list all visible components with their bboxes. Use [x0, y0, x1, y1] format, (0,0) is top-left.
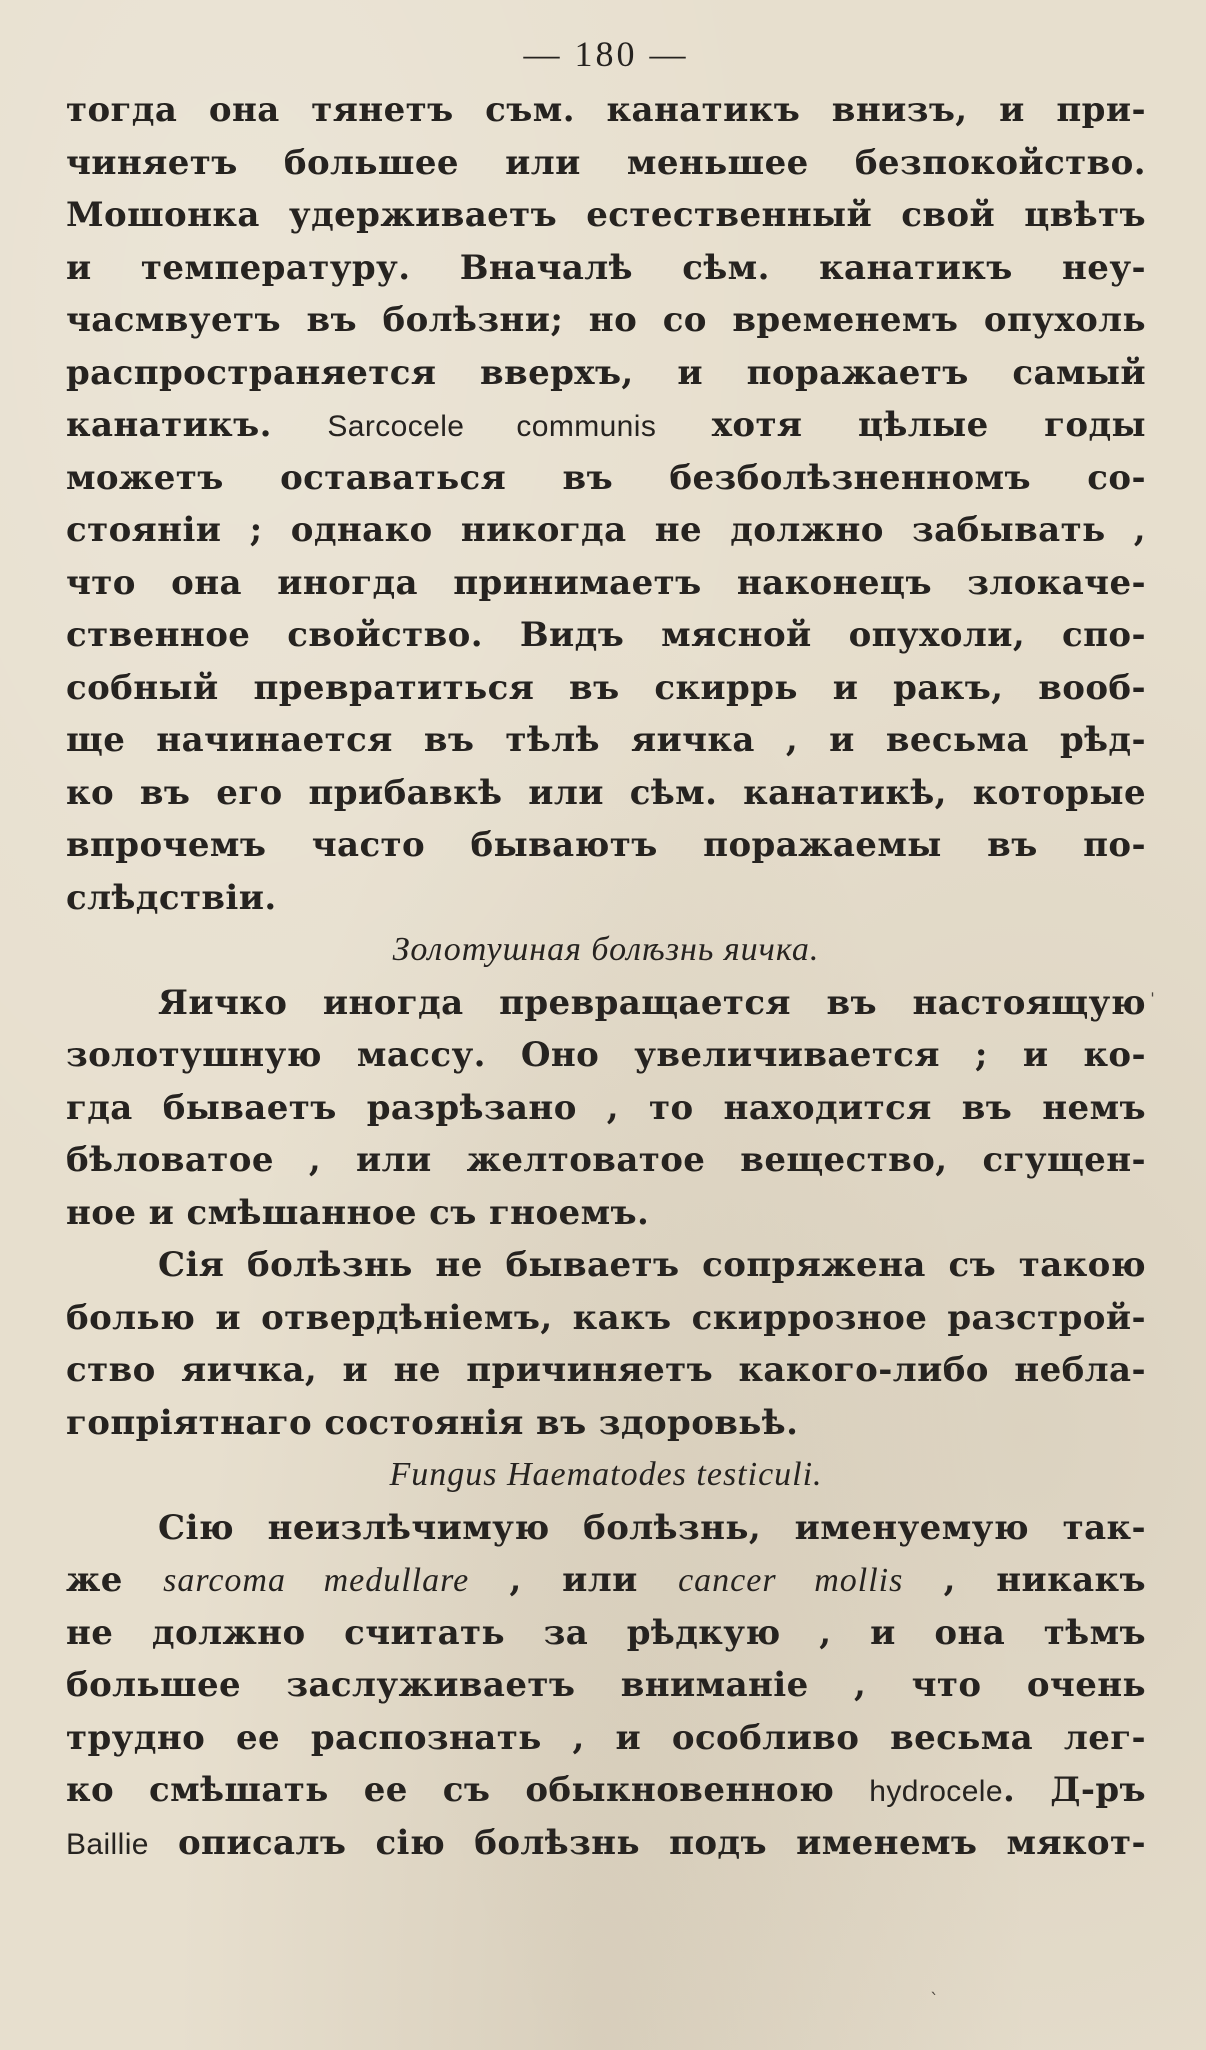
text-line: [66, 1817, 1146, 1870]
text-fragment: канатикъ.: [66, 405, 328, 445]
text-line: Мошонка удерживаетъ естественный свой цвѣтъ: [66, 195, 1146, 235]
text-line: ство яичка, и не причиняетъ какого-либо небла-: [66, 1350, 1146, 1390]
text-line: Сія болѣзнь не бываетъ сопряжена съ такою: [158, 1245, 1146, 1285]
text-line: ственное свойство. Видъ мясной опухоли, спо-: [66, 615, 1146, 655]
text-fragment: описалъ сію болѣзнь подъ именемъ мякот-: [148, 1822, 1146, 1863]
text-line: гда бываетъ разрѣзано , то находится въ немъ: [66, 1087, 1146, 1128]
text-line: большее заслуживаетъ вниманіе , что очень: [66, 1665, 1146, 1705]
text-fragment: хотя цѣлые годы: [656, 405, 1146, 445]
text-line: впрочемъ часто бываютъ поражаемы въ по-: [66, 825, 1146, 865]
text-fragment: , никакъ: [903, 1560, 1146, 1600]
section-heading-scrofulous: Золотушная болѣзнь яичка.: [392, 931, 820, 968]
text-line: не должно считать за рѣдкую , и она тѣмъ: [66, 1612, 1146, 1653]
text-line: и температуру. Вначалѣ сѣм. канатикъ неу-: [66, 247, 1146, 288]
text-line: ное и смѣшанное съ гноемъ.: [66, 1192, 650, 1233]
text-line: тогда она тянетъ съм. канатикъ внизъ, и при-: [66, 90, 1146, 130]
latin-term: cancer mollis: [678, 1562, 904, 1599]
text-line: часмвуетъ въ болѣзни; но со временемъ опухоль: [66, 300, 1146, 340]
latin-term: hydrocele: [869, 1775, 1003, 1808]
text-fragment: ко смѣшать ее съ обыкновенною: [66, 1770, 870, 1810]
text-line: бѣловатое , или желтоватое вещество, сгущен-: [66, 1140, 1146, 1180]
text-line: распространяется вверхъ, и поражаетъ самый: [66, 352, 1146, 393]
text-line: [66, 1764, 1146, 1817]
text-fragment: же: [66, 1560, 164, 1600]
text-line: золотушную массу. Оно увеличивается ; и ко-: [66, 1035, 1146, 1075]
text-line: слѣдствіи.: [66, 877, 277, 918]
text-line: Сію неизлѣчимую болѣзнь, именуемую так-: [158, 1507, 1146, 1548]
text-line: Яичко иногда превращается въ настоящую: [158, 982, 1146, 1023]
text-line: чиняетъ большее или меньшее безпокойство.: [66, 142, 1146, 183]
text-line: можетъ оставаться въ безболѣзненномъ со-: [66, 457, 1146, 498]
text-line: собный превратиться въ скиррь и ракъ, вооб-: [66, 667, 1146, 708]
text-line: ко въ его прибавкѣ или сѣм. канатикѣ, которые: [66, 772, 1146, 813]
text-line: стояніи ; однако никогда не должно забывать ,: [66, 510, 1146, 550]
paper-speck: ˋ: [930, 1990, 939, 2011]
latin-term: sarcoma medullare: [163, 1562, 470, 1599]
main-text: [66, 84, 1146, 924]
text-line: [66, 1554, 1146, 1607]
latin-term: Baillie: [66, 1827, 149, 1861]
section-heading-fungus: Fungus Haematodes testiculi.: [389, 1456, 823, 1493]
paper-speck: ˈ: [1150, 990, 1155, 1011]
text-line: что она иногда принимаетъ наконецъ злокаче-: [66, 562, 1146, 603]
text-line: болью и отвердѣніемъ, какъ скиррозное разстрой-: [66, 1297, 1146, 1338]
page-number: — 180 —: [523, 34, 689, 74]
text-line: [66, 399, 1146, 452]
section-text-scrofulous: [66, 977, 1146, 1450]
text-line: трудно ее распознать , и особливо весьма лег-: [66, 1717, 1146, 1758]
latin-term: Sarcocele communis: [327, 410, 657, 443]
text-fragment: , или: [469, 1560, 679, 1600]
section-text-fungus: [66, 1502, 1146, 1870]
text-fragment: . Д-ръ: [1002, 1770, 1146, 1810]
text-line: ще начинается въ тѣлѣ яичка , и весьма рѣд-: [66, 720, 1146, 760]
text-line: гопріятнаго состоянія въ здоровьѣ.: [66, 1402, 799, 1443]
book-page: [66, 24, 1146, 2034]
